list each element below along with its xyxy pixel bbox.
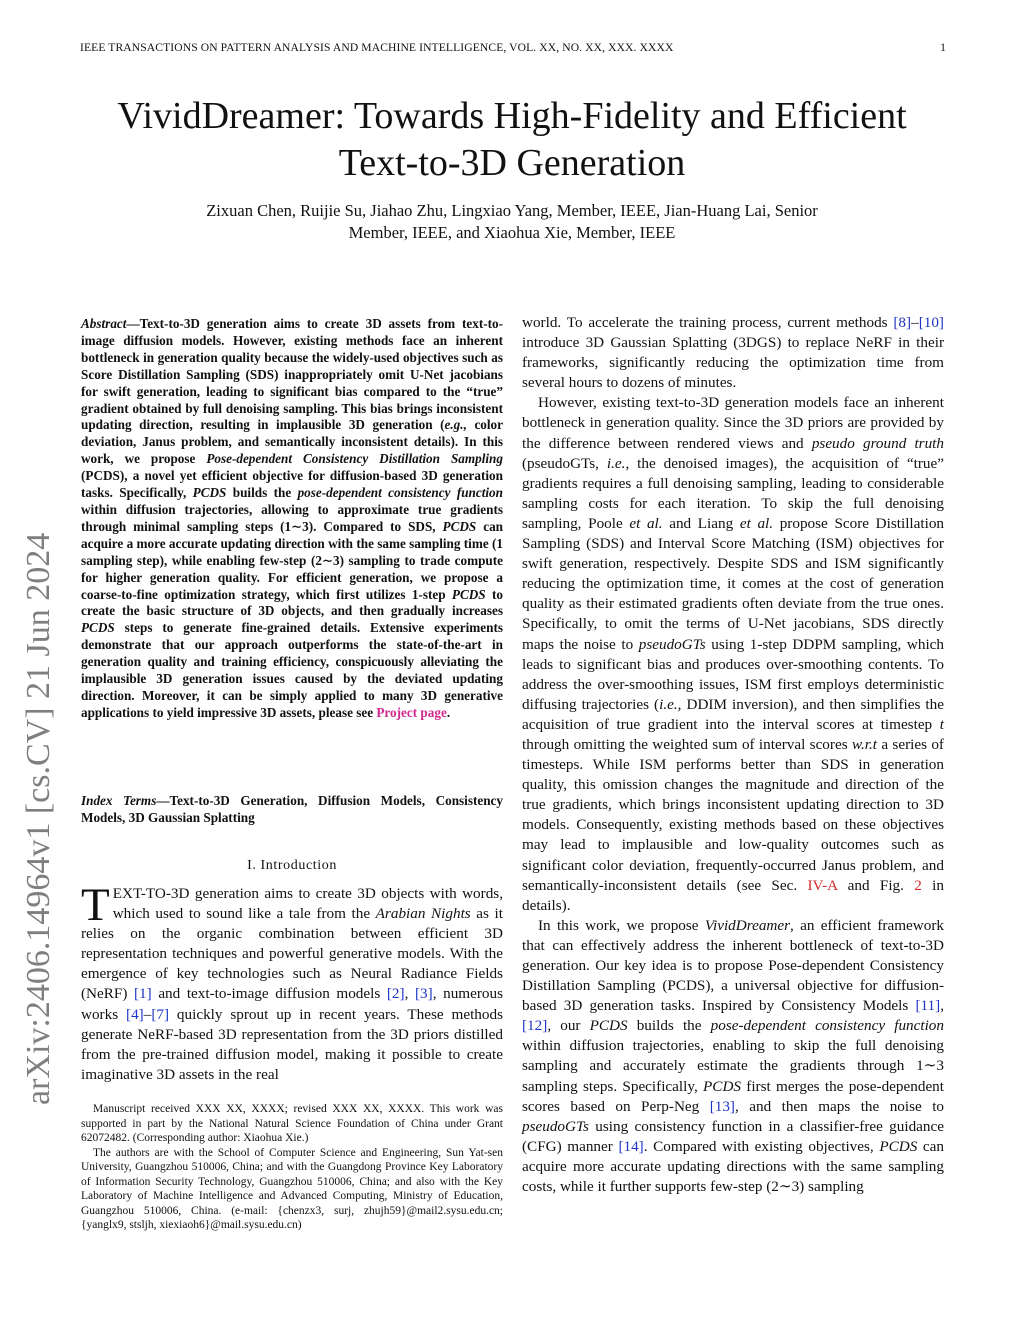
abstract-text: PCDS [442,518,477,534]
body-text: VividDreamer [704,916,791,934]
intro-text: as it relies on the organic combination between efficient 3D representation techniques and powerful generative models. With the emergence of key technologies such as Neural Radiance Fields (NeRF) [81,905,503,1003]
body-text: PCDS [703,1077,741,1095]
section-link[interactable]: IV-A [807,876,838,894]
body-text: , our [547,1017,590,1035]
index-terms-label: Index Terms [81,793,157,808]
index-terms-text: —Text-to-3D Generation, Diffusion Models, Consistency Models, 3D Gaussian Splatting [81,793,503,825]
abstract-text: PCDS [192,485,227,501]
paragraph [522,393,944,915]
abstract-label: Abstract [81,316,127,331]
abstract-text: e.g., [444,417,467,433]
body-text: (pseudoGTs, [522,454,607,472]
body-text: propose Score Distillation Sampling (SDS) and Interval Score Matching (ISM) objectives for swift generation, respectively. Despite SDS and ISM significantly reducing the optimization time, it comes at the cost of generation quality as their estimated gradients often deviate from the true ones. Specifically, to omit the terms of U-Net jacobians, SDS directly maps the noise to [522,514,945,653]
index-terms [81,793,503,827]
paragraph [522,313,944,393]
body-text: pseudoGTs [522,1117,589,1135]
intro-text: and text-to-image diffusion models [151,985,387,1003]
body-text: in details). [522,876,944,914]
body-text: – [911,314,919,331]
body-text: However, existing text-to-3D generation models face an inherent bottleneck in generation quality. Since the 3D priors are provided by the difference between rendered views and [522,394,944,452]
abstract-text: can acquire a more accurate updating direction with the same sampling time (1 sampling step), while enabling few-step (2∼3) sampling to trade compute for higher generation quality. For efficient generation, we propose a coarse-to-fine optimization strategy, which first utilizes 1-step [81,518,504,602]
intro-text: , numerous works [81,985,503,1023]
title-line-2: Text-to-3D Generation [338,142,686,184]
body-text: w.r.t [851,735,877,753]
intro-text: Arabian Nights [375,905,471,923]
figure-link[interactable]: 2 [914,876,922,894]
footnote-affiliations: The authors are with the School of Computer Science and Engineering, Sun Yat-sen University, Guangzhou 510006, China; and with the Guangdong Province Key Laboratory of Information Security Technology, Guangzhou 510006, China; and also with the Key Laboratory of Machine Intelligence and Advanced Computing, Ministry of Education, Guangzhou 510006, China. (e-mail: {chenzx3, surj, zhujh59}@mail2.sysu.edu.cn; {yanglx9, stsljh, xiexiaoh6}@mail.sysu.edu.cn) [81,1146,503,1231]
body-text: and Liang [662,514,740,532]
author-list [130,200,894,244]
abstract-text: builds the [226,485,298,501]
abstract [81,316,503,722]
abstract-text: PCDS [81,620,115,636]
body-text: PCDS [589,1017,628,1035]
citation-link[interactable]: [2] [386,985,405,1003]
citation-link[interactable]: [7] [151,1005,170,1023]
section-heading-introduction: I. Introduction [247,858,337,873]
citation-link[interactable]: [10] [918,314,944,331]
footnote [81,1102,503,1233]
body-text: i.e., [659,695,682,713]
body-text: et al. [739,514,774,532]
intro-paragraph [81,879,504,1085]
title-line-1: VividDreamer: Towards High-Fidelity and Efficient [117,95,907,137]
citation-link[interactable]: [11] [915,997,941,1015]
authors-line-1: Zixuan Chen, Ruijie Su, Jiahao Zhu, Lingxiao Yang, Member, IEEE, Jian-Huang Lai, Senior [206,201,818,220]
body-text: pseudo ground truth [811,434,944,452]
page-number: 1 [940,41,946,54]
abstract-text: Pose-dependent Consistency Distillation Sampling [206,451,503,467]
abstract-text: steps to generate fine-grained details. Extensive experiments demonstrate that our approach outperforms the state-of-the-art in generation quality and training efficiency, conspicuously alleviating the implausible 3D generation issues caused by the deviated updating direction. Moreover, it can be simply applied to many 3D generative applications to yield impressive 3D assets, please see [81,620,503,720]
body-text: , an efficient framework that can effectively address the inherent bottleneck of text-to-3D generation. Our key idea is to propose Pose-dependent Consistency Distillation Sampling (PCDS), a universal objective for diffusion-based 3D generation tasks. Inspired by Consistency Models [522,916,944,1015]
body-text: pose-dependent consistency function [710,1017,944,1035]
body-text: introduce 3D Gaussian Splatting (3DGS) to replace NeRF in their frameworks, significantly reducing the optimization time from several hours to dozens of minutes. [522,334,944,392]
body-text: et al. [629,514,663,532]
intro-text: EXT-TO-3D generation aims to create 3D objects with words, which used to sound like a tale from the [112,885,503,923]
abstract-text: —Text-to-3D generation aims to create 3D assets from text-to-image diffusion models. However, existing methods face an inherent bottleneck in generation quality because the widely-used objectives such as Score Distillation Sampling (SDS) inappropriately omit U-Net jacobians for swift generation, leading to significant bias compared to the “true” gradient obtained by full denoising sampling. This bias brings inconsistent updating direction, resulting in implausible 3D generation ( [81,316,503,433]
abstract-text: PCDS [451,586,486,602]
body-text: the denoised images), the acquisition of “true” gradients requires a full denoising sampling, leading to considerable sampling costs for each iteration. To skip the full denoising sampling, Poole [522,454,944,532]
body-text: first merges the pose-dependent scores based on Perp-Neg [522,1077,944,1115]
abstract-text: (PCDS), a novel yet efficient objective for diffusion-based 3D generation tasks. Specifically, [81,468,503,501]
right-column-text [522,313,944,1197]
paper-title [60,93,964,187]
body-text: i.e., [606,454,630,472]
citation-link[interactable]: [3] [414,985,433,1003]
citation-link[interactable]: [8] [893,314,912,331]
body-text: t [939,715,944,733]
journal-running-title: IEEE TRANSACTIONS ON PATTERN ANALYSIS AND MACHINE INTELLIGENCE, VOL. XX, NO. XX, XXX. XXXX [80,41,674,54]
citation-link[interactable]: [13] [709,1097,735,1115]
body-text: using consistency function in a classifier-free guidance (CFG) manner [522,1117,944,1155]
abstract-text: within diffusion trajectories, allowing to approximate true gradients through minimal sampling steps (1∼3). Compared to SDS, [81,501,503,534]
intro-text: , [404,985,415,1003]
abstract-text: color deviation, Janus problem, and semantically inconsistent details). In this work, we propose [81,417,503,467]
body-text: using 1-step DDPM sampling, which leads to significant bias and produces over-smoothing contents. To address the over-smoothing issues, ISM first employs deterministic diffusing trajectories ( [522,635,945,713]
abstract-text: to create the basic structure of 3D objects, and then gradually increases [81,586,503,619]
abstract-text: . [446,704,451,720]
body-text: , and then maps the noise to [735,1097,945,1115]
body-text: DDIM inversion), and then simplifies the acquisition of true gradient into the interval scores at timestep [522,695,944,733]
project-page-link[interactable]: Project page [376,704,447,720]
body-text: world. To accelerate the training process, current methods [522,314,894,331]
body-text: and Fig. [837,876,915,894]
body-text: In this work, we propose [538,916,705,934]
citation-link[interactable]: [4] [126,1005,144,1023]
paragraph [522,916,944,1197]
body-text: can acquire more accurate updating directions with the same sampling costs, while it further supports few-step (2∼3) sampling [522,1137,945,1196]
footnote-manuscript: Manuscript received XXX XX, XXXX; revised XXX XX, XXXX. This work was supported in part by the National Natural Science Foundation of China under Grant 62072482. (Corresponding author: Xiaohua Xie.) [81,1103,503,1144]
running-header [80,41,946,54]
citation-link[interactable]: [14] [618,1137,644,1155]
drop-cap: T [81,879,110,931]
body-text: . Compared with existing objectives, [643,1137,880,1155]
body-text: pseudoGTs [638,635,706,653]
body-text: PCDS [879,1137,918,1155]
authors-line-2: Member, IEEE, and Xiaohua Xie, Member, IEEE [348,223,676,242]
body-text: a series of timesteps. While ISM performs better than SDS in generation quality, this omission changes the magnitude and direction of the true gradients, which brings inconsistent updating direction to 3D models. Consequently, existing methods based on these objectives may lead to implausible and low-quality outcomes such as significant color deviation, frequently-occurred Janus problem, and semantically-inconsistent details (see Sec. [522,735,944,894]
arxiv-side-stamp: arXiv:2406.14964v1 [cs.CV] 21 Jun 2024 [20,532,57,1105]
abstract-text: pose-dependent consistency function [297,485,503,501]
body-text: within diffusion trajectories, enabling to skip the full denoising sampling and accurately estimate the gradients through 1∼3 sampling steps. Specifically, [522,1037,944,1095]
body-text: through omitting the weighted sum of interval scores [522,735,852,753]
body-text: builds the [627,1017,711,1035]
citation-link[interactable]: [1] [134,985,152,1003]
body-text: , [940,997,944,1015]
intro-text: quickly sprout up in recent years. These methods generate NeRF-based 3D representation from the 3D priors distilled from the pre-trained diffusion model, making it possible to create imaginative 3D assets in the real [81,1005,504,1083]
intro-text: – [143,1005,152,1023]
citation-link[interactable]: [12] [522,1017,548,1035]
